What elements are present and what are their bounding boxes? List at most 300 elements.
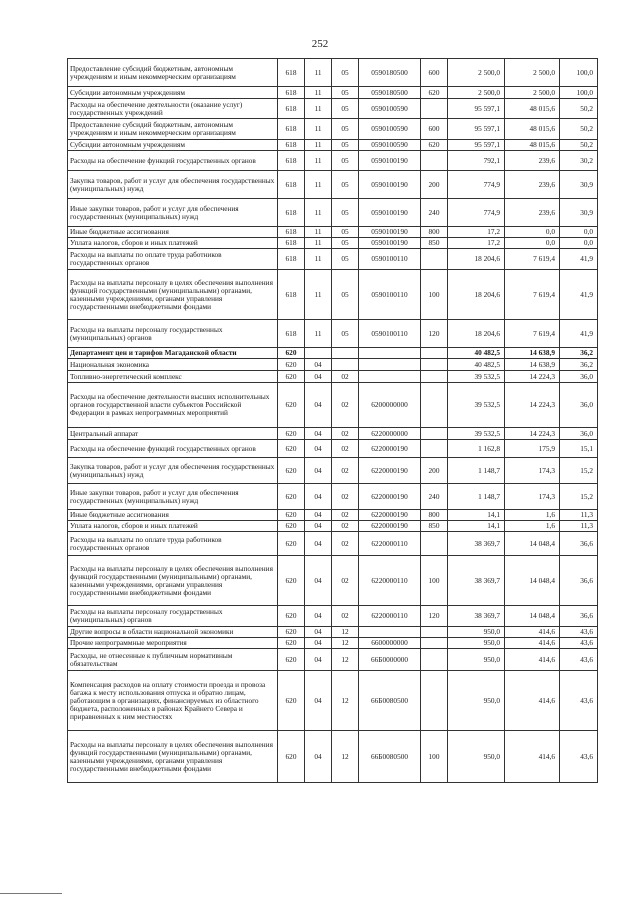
- row-subsection-cell: 05: [332, 119, 359, 140]
- row-name-cell: Расходы на обеспечение деятельности (оказание услуг) государственных учреждений: [68, 99, 278, 119]
- row-subsection-cell: [332, 348, 359, 359]
- row-subsection-cell: 02: [332, 458, 359, 484]
- row-execution-percent-cell: 11,3: [560, 510, 598, 521]
- row-subsection-cell: 05: [332, 270, 359, 320]
- row-name-cell: Топливно-энергетический комплекс: [68, 371, 278, 383]
- row-expense-type-cell: [421, 428, 448, 440]
- row-execution-percent-cell: 30,9: [560, 171, 598, 199]
- row-expense-type-cell: [421, 440, 448, 458]
- row-ministry-code-cell: 620: [278, 371, 305, 383]
- page-number: 252: [311, 38, 329, 50]
- table-row: [68, 671, 598, 731]
- row-execution-percent-cell: 43,6: [560, 638, 598, 649]
- row-execution-percent-cell: 43,6: [560, 627, 598, 638]
- row-ministry-code-cell: 620: [278, 649, 305, 671]
- table-row: [68, 171, 598, 199]
- row-expense-type-cell: 100: [421, 731, 448, 783]
- row-target-article-cell: 6220000000: [359, 428, 421, 440]
- row-planned-amount-cell: 1 148,7: [448, 484, 505, 510]
- row-section-cell: 04: [305, 638, 332, 649]
- row-section-cell: 04: [305, 556, 332, 606]
- table-row: [68, 119, 598, 140]
- row-section-cell: 11: [305, 87, 332, 99]
- table-row: [68, 270, 598, 320]
- row-name-cell: Иные бюджетные ассигнования: [68, 227, 278, 238]
- row-name-cell: Расходы на обеспечение деятельности высших исполнительных органов государственной власти субъектов Российской Федерации в рамках непрограммных мероприятий: [68, 383, 278, 428]
- table-row: [68, 627, 598, 638]
- row-name-cell: Другие вопросы в области национальной экономики: [68, 627, 278, 638]
- row-executed-amount-cell: 414,6: [505, 649, 560, 671]
- row-planned-amount-cell: 95 597,1: [448, 99, 505, 119]
- row-name-cell: Национальная экономика: [68, 359, 278, 371]
- row-execution-percent-cell: 43,6: [560, 649, 598, 671]
- row-planned-amount-cell: 950,0: [448, 649, 505, 671]
- table-row: [68, 532, 598, 556]
- row-expense-type-cell: 100: [421, 270, 448, 320]
- row-target-article-cell: 0590100590: [359, 99, 421, 119]
- row-ministry-code-cell: 620: [278, 638, 305, 649]
- row-target-article-cell: 0590100110: [359, 320, 421, 348]
- row-target-article-cell: 0590100590: [359, 140, 421, 151]
- row-subsection-cell: 12: [332, 671, 359, 731]
- row-planned-amount-cell: 2 500,0: [448, 87, 505, 99]
- row-executed-amount-cell: 175,9: [505, 440, 560, 458]
- row-expense-type-cell: 850: [421, 521, 448, 532]
- row-target-article-cell: 0590180500: [359, 59, 421, 87]
- row-executed-amount-cell: 174,3: [505, 458, 560, 484]
- row-planned-amount-cell: 17,2: [448, 238, 505, 249]
- row-subsection-cell: 05: [332, 227, 359, 238]
- row-planned-amount-cell: 1 148,7: [448, 458, 505, 484]
- row-executed-amount-cell: 239,6: [505, 199, 560, 227]
- row-execution-percent-cell: 30,9: [560, 199, 598, 227]
- table-row: [68, 731, 598, 783]
- row-expense-type-cell: [421, 671, 448, 731]
- row-execution-percent-cell: 43,6: [560, 731, 598, 783]
- row-section-cell: 04: [305, 510, 332, 521]
- row-executed-amount-cell: 14 048,4: [505, 606, 560, 627]
- table-row: [68, 359, 598, 371]
- row-ministry-code-cell: 618: [278, 249, 305, 270]
- row-section-cell: 04: [305, 371, 332, 383]
- row-executed-amount-cell: 14 224,3: [505, 383, 560, 428]
- row-execution-percent-cell: 11,3: [560, 521, 598, 532]
- row-name-cell: Расходы на выплаты персоналу в целях обеспечения выполнения функций государственными (муниципальными) органами, казенными учреждениями, органами управления государственными внебюджетными фондами: [68, 731, 278, 783]
- row-subsection-cell: 02: [332, 510, 359, 521]
- row-execution-percent-cell: 50,2: [560, 140, 598, 151]
- row-name-cell: Департамент цен и тарифов Магаданской области: [68, 348, 278, 359]
- row-expense-type-cell: [421, 383, 448, 428]
- row-execution-percent-cell: 0,0: [560, 238, 598, 249]
- row-subsection-cell: 02: [332, 371, 359, 383]
- row-executed-amount-cell: 1,6: [505, 521, 560, 532]
- row-section-cell: 11: [305, 199, 332, 227]
- table-row: [68, 238, 598, 249]
- row-target-article-cell: 66Б0080500: [359, 731, 421, 783]
- row-subsection-cell: 05: [332, 171, 359, 199]
- row-target-article-cell: 6220000190: [359, 484, 421, 510]
- row-executed-amount-cell: 14 048,4: [505, 532, 560, 556]
- row-subsection-cell: 12: [332, 627, 359, 638]
- row-ministry-code-cell: 620: [278, 627, 305, 638]
- row-name-cell: Центральный аппарат: [68, 428, 278, 440]
- row-ministry-code-cell: 620: [278, 606, 305, 627]
- row-section-cell: 04: [305, 383, 332, 428]
- row-section-cell: 04: [305, 440, 332, 458]
- row-executed-amount-cell: 174,3: [505, 484, 560, 510]
- row-target-article-cell: [359, 348, 421, 359]
- row-expense-type-cell: 100: [421, 556, 448, 606]
- row-planned-amount-cell: 17,2: [448, 227, 505, 238]
- row-ministry-code-cell: 618: [278, 320, 305, 348]
- row-ministry-code-cell: 618: [278, 227, 305, 238]
- row-target-article-cell: 0590100190: [359, 151, 421, 171]
- table-row: [68, 649, 598, 671]
- row-name-cell: Расходы на обеспечение функций государственных органов: [68, 440, 278, 458]
- row-planned-amount-cell: 38 369,7: [448, 532, 505, 556]
- row-ministry-code-cell: 618: [278, 140, 305, 151]
- row-subsection-cell: 02: [332, 383, 359, 428]
- row-expense-type-cell: 120: [421, 606, 448, 627]
- row-subsection-cell: 12: [332, 649, 359, 671]
- row-section-cell: 04: [305, 359, 332, 371]
- row-subsection-cell: 12: [332, 731, 359, 783]
- row-name-cell: Расходы на выплаты персоналу государственных (муниципальных) органов: [68, 320, 278, 348]
- row-executed-amount-cell: 414,6: [505, 638, 560, 649]
- table-row: [68, 484, 598, 510]
- row-ministry-code-cell: 618: [278, 270, 305, 320]
- row-execution-percent-cell: 41,9: [560, 249, 598, 270]
- row-planned-amount-cell: 95 597,1: [448, 119, 505, 140]
- row-execution-percent-cell: 100,0: [560, 59, 598, 87]
- row-name-cell: Иные закупки товаров, работ и услуг для обеспечения государственных (муниципальных) нужд: [68, 199, 278, 227]
- table-row: [68, 151, 598, 171]
- row-execution-percent-cell: 41,9: [560, 320, 598, 348]
- row-section-cell: 11: [305, 151, 332, 171]
- row-subsection-cell: 05: [332, 249, 359, 270]
- row-subsection-cell: 02: [332, 606, 359, 627]
- row-executed-amount-cell: 7 619,4: [505, 320, 560, 348]
- row-subsection-cell: 02: [332, 532, 359, 556]
- row-target-article-cell: 6220000190: [359, 458, 421, 484]
- row-planned-amount-cell: 1 162,8: [448, 440, 505, 458]
- row-section-cell: 11: [305, 171, 332, 199]
- row-execution-percent-cell: 36,0: [560, 371, 598, 383]
- row-planned-amount-cell: 14,1: [448, 510, 505, 521]
- row-ministry-code-cell: 620: [278, 458, 305, 484]
- row-section-cell: 04: [305, 627, 332, 638]
- row-target-article-cell: [359, 627, 421, 638]
- row-subsection-cell: 05: [332, 87, 359, 99]
- table-body: [68, 59, 598, 783]
- row-execution-percent-cell: 36,0: [560, 428, 598, 440]
- table-row: [68, 99, 598, 119]
- row-ministry-code-cell: 620: [278, 556, 305, 606]
- row-expense-type-cell: 620: [421, 140, 448, 151]
- row-section-cell: 04: [305, 671, 332, 731]
- row-executed-amount-cell: 14 224,3: [505, 371, 560, 383]
- row-section-cell: 04: [305, 731, 332, 783]
- row-expense-type-cell: 200: [421, 458, 448, 484]
- row-planned-amount-cell: 18 204,6: [448, 270, 505, 320]
- row-executed-amount-cell: 0,0: [505, 238, 560, 249]
- row-ministry-code-cell: 620: [278, 532, 305, 556]
- table-row: [68, 521, 598, 532]
- row-expense-type-cell: 240: [421, 484, 448, 510]
- table-row: [68, 510, 598, 521]
- table-row: [68, 227, 598, 238]
- row-planned-amount-cell: 38 369,7: [448, 606, 505, 627]
- row-execution-percent-cell: 15,1: [560, 440, 598, 458]
- row-subsection-cell: 02: [332, 484, 359, 510]
- row-name-cell: Предоставление субсидий бюджетным, автономным учреждениям и иным некоммерческим организациям: [68, 59, 278, 87]
- row-execution-percent-cell: 36,6: [560, 556, 598, 606]
- row-executed-amount-cell: 414,6: [505, 731, 560, 783]
- row-target-article-cell: 6220000190: [359, 510, 421, 521]
- row-execution-percent-cell: 15,2: [560, 458, 598, 484]
- row-name-cell: Иные закупки товаров, работ и услуг для обеспечения государственных (муниципальных) нужд: [68, 484, 278, 510]
- row-planned-amount-cell: 40 482,5: [448, 348, 505, 359]
- row-execution-percent-cell: 36,6: [560, 532, 598, 556]
- row-executed-amount-cell: 414,6: [505, 671, 560, 731]
- row-target-article-cell: 0590100590: [359, 119, 421, 140]
- row-expense-type-cell: [421, 371, 448, 383]
- row-expense-type-cell: [421, 532, 448, 556]
- row-planned-amount-cell: 95 597,1: [448, 140, 505, 151]
- row-execution-percent-cell: 100,0: [560, 87, 598, 99]
- table-row: [68, 638, 598, 649]
- row-subsection-cell: 05: [332, 140, 359, 151]
- row-expense-type-cell: 620: [421, 87, 448, 99]
- row-ministry-code-cell: 620: [278, 440, 305, 458]
- row-planned-amount-cell: 774,9: [448, 171, 505, 199]
- budget-expenditure-table: [67, 58, 598, 783]
- row-expense-type-cell: [421, 638, 448, 649]
- row-subsection-cell: 02: [332, 521, 359, 532]
- row-ministry-code-cell: 620: [278, 383, 305, 428]
- row-section-cell: [305, 348, 332, 359]
- row-expense-type-cell: 240: [421, 199, 448, 227]
- row-ministry-code-cell: 620: [278, 348, 305, 359]
- row-execution-percent-cell: 36,6: [560, 606, 598, 627]
- row-execution-percent-cell: 43,6: [560, 671, 598, 731]
- row-target-article-cell: 66Б0080500: [359, 671, 421, 731]
- row-name-cell: Расходы на обеспечение функций государственных органов: [68, 151, 278, 171]
- row-name-cell: Расходы на выплаты персоналу в целях обеспечения выполнения функций государственными (муниципальными) органами, казенными учреждениями, органами управления государственными внебюджетными фондами: [68, 556, 278, 606]
- row-executed-amount-cell: 14 638,9: [505, 348, 560, 359]
- row-expense-type-cell: [421, 249, 448, 270]
- row-ministry-code-cell: 620: [278, 359, 305, 371]
- table-row: [68, 428, 598, 440]
- row-execution-percent-cell: 0,0: [560, 227, 598, 238]
- row-name-cell: Субсидии автономным учреждениям: [68, 87, 278, 99]
- row-expense-type-cell: [421, 649, 448, 671]
- row-executed-amount-cell: 414,6: [505, 627, 560, 638]
- row-ministry-code-cell: 618: [278, 199, 305, 227]
- row-planned-amount-cell: 950,0: [448, 627, 505, 638]
- row-target-article-cell: 6220000190: [359, 521, 421, 532]
- row-ministry-code-cell: 620: [278, 671, 305, 731]
- row-planned-amount-cell: 14,1: [448, 521, 505, 532]
- row-target-article-cell: 0590100190: [359, 238, 421, 249]
- row-planned-amount-cell: 40 482,5: [448, 359, 505, 371]
- row-executed-amount-cell: 14 048,4: [505, 556, 560, 606]
- row-section-cell: 04: [305, 458, 332, 484]
- row-planned-amount-cell: 18 204,6: [448, 320, 505, 348]
- row-ministry-code-cell: 620: [278, 428, 305, 440]
- row-name-cell: Компенсация расходов на оплату стоимости проезда и провоза багажа к месту использования отпуска и обратно лицам, работающим в организациях, финансируемых из областного бюджета, расположенных в районах Крайнего Севера и приравненных к ним местностях: [68, 671, 278, 731]
- row-executed-amount-cell: 48 015,6: [505, 119, 560, 140]
- row-ministry-code-cell: 620: [278, 484, 305, 510]
- table-row: [68, 87, 598, 99]
- row-subsection-cell: 05: [332, 59, 359, 87]
- row-name-cell: Иные бюджетные ассигнования: [68, 510, 278, 521]
- row-expense-type-cell: 120: [421, 320, 448, 348]
- row-executed-amount-cell: 14 638,9: [505, 359, 560, 371]
- row-name-cell: Уплата налогов, сборов и иных платежей: [68, 521, 278, 532]
- row-ministry-code-cell: 618: [278, 87, 305, 99]
- row-expense-type-cell: [421, 348, 448, 359]
- row-ministry-code-cell: 618: [278, 119, 305, 140]
- table-row: [68, 59, 598, 87]
- row-expense-type-cell: [421, 359, 448, 371]
- row-section-cell: 04: [305, 484, 332, 510]
- row-expense-type-cell: [421, 627, 448, 638]
- row-subsection-cell: 05: [332, 151, 359, 171]
- table-row: [68, 440, 598, 458]
- row-executed-amount-cell: 239,6: [505, 151, 560, 171]
- row-planned-amount-cell: 2 500,0: [448, 59, 505, 87]
- row-planned-amount-cell: 39 532,5: [448, 371, 505, 383]
- row-expense-type-cell: [421, 99, 448, 119]
- row-planned-amount-cell: 950,0: [448, 731, 505, 783]
- row-target-article-cell: 6220000110: [359, 556, 421, 606]
- row-subsection-cell: 02: [332, 440, 359, 458]
- row-section-cell: 11: [305, 119, 332, 140]
- row-subsection-cell: 12: [332, 638, 359, 649]
- row-name-cell: Прочие непрограммные мероприятия: [68, 638, 278, 649]
- row-subsection-cell: 05: [332, 199, 359, 227]
- row-planned-amount-cell: 950,0: [448, 638, 505, 649]
- row-section-cell: 11: [305, 99, 332, 119]
- row-target-article-cell: 0590100110: [359, 270, 421, 320]
- row-executed-amount-cell: 7 619,4: [505, 270, 560, 320]
- row-name-cell: Закупка товаров, работ и услуг для обеспечения государственных (муниципальных) нужд: [68, 171, 278, 199]
- row-execution-percent-cell: 36,2: [560, 359, 598, 371]
- row-expense-type-cell: 800: [421, 227, 448, 238]
- row-subsection-cell: 05: [332, 238, 359, 249]
- row-executed-amount-cell: 2 500,0: [505, 87, 560, 99]
- row-execution-percent-cell: 50,2: [560, 99, 598, 119]
- row-name-cell: Закупка товаров, работ и услуг для обеспечения государственных (муниципальных) нужд: [68, 458, 278, 484]
- row-expense-type-cell: 600: [421, 59, 448, 87]
- row-planned-amount-cell: 774,9: [448, 199, 505, 227]
- table-row: [68, 199, 598, 227]
- row-ministry-code-cell: 618: [278, 238, 305, 249]
- row-target-article-cell: 0590100190: [359, 227, 421, 238]
- row-section-cell: 04: [305, 606, 332, 627]
- row-target-article-cell: [359, 359, 421, 371]
- row-executed-amount-cell: 2 500,0: [505, 59, 560, 87]
- row-ministry-code-cell: 620: [278, 510, 305, 521]
- row-target-article-cell: [359, 371, 421, 383]
- row-section-cell: 11: [305, 249, 332, 270]
- table-row: [68, 140, 598, 151]
- row-section-cell: 04: [305, 428, 332, 440]
- row-planned-amount-cell: 39 532,5: [448, 383, 505, 428]
- row-execution-percent-cell: 50,2: [560, 119, 598, 140]
- row-subsection-cell: 05: [332, 99, 359, 119]
- table-row: [68, 556, 598, 606]
- row-target-article-cell: 6220000110: [359, 606, 421, 627]
- row-execution-percent-cell: 15,2: [560, 484, 598, 510]
- row-section-cell: 11: [305, 238, 332, 249]
- row-target-article-cell: 6220000110: [359, 532, 421, 556]
- row-name-cell: Субсидии автономным учреждениям: [68, 140, 278, 151]
- row-execution-percent-cell: 30,2: [560, 151, 598, 171]
- row-executed-amount-cell: 0,0: [505, 227, 560, 238]
- row-name-cell: Расходы на выплаты персоналу в целях обеспечения выполнения функций государственными (муниципальными) органами, казенными учреждениями, органами управления государственными внебюджетными фондами: [68, 270, 278, 320]
- row-execution-percent-cell: 41,9: [560, 270, 598, 320]
- table-row: [68, 383, 598, 428]
- table-row: [68, 348, 598, 359]
- table-row: [68, 606, 598, 627]
- row-expense-type-cell: 850: [421, 238, 448, 249]
- row-subsection-cell: 05: [332, 320, 359, 348]
- row-expense-type-cell: 200: [421, 171, 448, 199]
- row-target-article-cell: 66Б0000000: [359, 649, 421, 671]
- row-target-article-cell: 6600000000: [359, 638, 421, 649]
- table-row: [68, 320, 598, 348]
- row-planned-amount-cell: 38 369,7: [448, 556, 505, 606]
- row-target-article-cell: 0590100190: [359, 199, 421, 227]
- row-expense-type-cell: 600: [421, 119, 448, 140]
- table-row: [68, 371, 598, 383]
- row-target-article-cell: 6200000000: [359, 383, 421, 428]
- row-section-cell: 11: [305, 270, 332, 320]
- row-ministry-code-cell: 618: [278, 171, 305, 199]
- row-subsection-cell: 02: [332, 428, 359, 440]
- row-name-cell: Расходы, не отнесенные к публичным нормативным обязательствам: [68, 649, 278, 671]
- row-planned-amount-cell: 39 532,5: [448, 428, 505, 440]
- row-subsection-cell: 02: [332, 556, 359, 606]
- row-section-cell: 04: [305, 649, 332, 671]
- row-target-article-cell: 0590100190: [359, 171, 421, 199]
- table-row: [68, 458, 598, 484]
- row-ministry-code-cell: 618: [278, 59, 305, 87]
- row-executed-amount-cell: 7 619,4: [505, 249, 560, 270]
- row-executed-amount-cell: 48 015,6: [505, 140, 560, 151]
- row-executed-amount-cell: 14 224,3: [505, 428, 560, 440]
- row-name-cell: Расходы на выплаты по оплате труда работников государственных органов: [68, 249, 278, 270]
- row-planned-amount-cell: 950,0: [448, 671, 505, 731]
- row-section-cell: 11: [305, 140, 332, 151]
- row-ministry-code-cell: 618: [278, 99, 305, 119]
- row-name-cell: Предоставление субсидий бюджетным, автономным учреждениям и иным некоммерческим организациям: [68, 119, 278, 140]
- row-planned-amount-cell: 18 204,6: [448, 249, 505, 270]
- row-subsection-cell: [332, 359, 359, 371]
- row-expense-type-cell: [421, 151, 448, 171]
- row-section-cell: 04: [305, 521, 332, 532]
- row-planned-amount-cell: 792,1: [448, 151, 505, 171]
- row-target-article-cell: 6220000190: [359, 440, 421, 458]
- row-section-cell: 04: [305, 532, 332, 556]
- row-section-cell: 11: [305, 227, 332, 238]
- row-ministry-code-cell: 618: [278, 151, 305, 171]
- row-target-article-cell: 0590180500: [359, 87, 421, 99]
- row-executed-amount-cell: 48 015,6: [505, 99, 560, 119]
- row-expense-type-cell: 800: [421, 510, 448, 521]
